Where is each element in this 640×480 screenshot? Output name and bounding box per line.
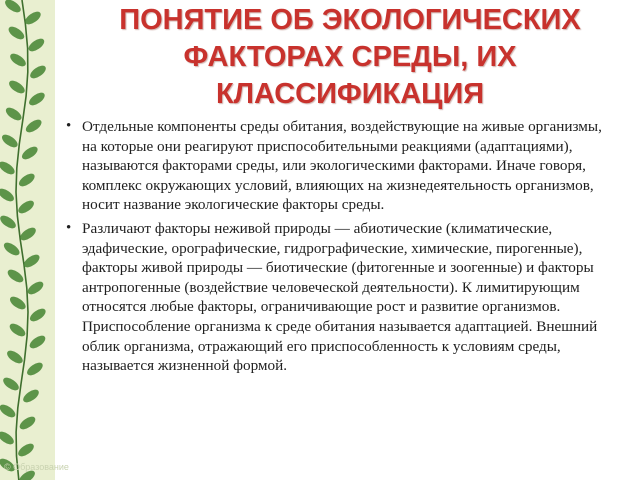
leaf-icon bbox=[21, 387, 41, 405]
leaf-icon bbox=[16, 198, 36, 216]
paragraph-text: Отдельные компоненты среды обитания, воздействующие на живые организмы, на которые они реагируют приспособительными реакциями (адаптациями), называются факторами среды, или экологическими факторами. Иначе говоря, комплекс окружающих условий, влияющих на жизнедеятельность организмов, носит название экологические факторы среды. bbox=[82, 118, 602, 214]
leaf-icon bbox=[17, 171, 37, 189]
slide-title-line-3: КЛАССИФИКАЦИЯ bbox=[215, 78, 485, 110]
leaf-icon bbox=[0, 429, 16, 447]
leaf-icon bbox=[0, 402, 17, 420]
leaf-icon bbox=[1, 375, 21, 393]
leaf-icon bbox=[28, 333, 48, 351]
leaf-icon bbox=[0, 132, 20, 150]
leaf-icon bbox=[0, 186, 16, 204]
leaf-icon bbox=[28, 63, 48, 81]
bullet-paragraph bbox=[64, 117, 614, 215]
bullet-icon: • bbox=[66, 118, 72, 134]
leafy-vine-icon bbox=[0, 0, 56, 480]
leaf-icon bbox=[24, 117, 44, 135]
leaf-icon bbox=[28, 306, 48, 324]
paragraph-text: Различают факторы неживой природы — абиотические (климатические, эдафические, орографические, гидрографические, химические, пирогенные), факторы живой природы — биотические (фитогенные и зоогенные) и факторы антропогенные (воздействие человеческой деятельности). К лимитирующим относятся любые факторы, ограничивающие рост и развитие организмов. Приспособление организма к среде обитания называется адаптацией. Внешний облик организма, отражающий его приспособленность к условиям среды, называется жизненной формой. bbox=[82, 219, 598, 375]
leaf-icon bbox=[26, 36, 46, 54]
leaf-icon bbox=[25, 360, 45, 378]
slide-title bbox=[70, 2, 630, 113]
leaf-icon bbox=[20, 144, 40, 162]
leaf-icon bbox=[2, 240, 22, 258]
leaf-icon bbox=[27, 90, 47, 108]
leaf-icon bbox=[6, 24, 26, 42]
leaf-icon bbox=[3, 0, 23, 15]
bullet-paragraph bbox=[64, 219, 614, 376]
leaf-icon bbox=[6, 267, 26, 285]
slide-title-line-2: ФАКТОРАХ СРЕДЫ, ИХ bbox=[183, 41, 517, 73]
bullet-icon: • bbox=[66, 219, 72, 236]
leaf-icon bbox=[4, 105, 24, 123]
leaf-icon bbox=[8, 51, 28, 69]
leaf-icon bbox=[0, 159, 17, 177]
leaf-icon bbox=[7, 78, 27, 96]
watermark: © Образование bbox=[4, 462, 69, 472]
leaf-icon bbox=[26, 279, 46, 297]
leaf-icon bbox=[8, 321, 28, 339]
leaf-icon bbox=[16, 441, 36, 459]
leaf-icon bbox=[0, 213, 18, 231]
leaf-icon bbox=[5, 348, 25, 366]
leaf-icon bbox=[8, 294, 28, 312]
slide-content bbox=[64, 117, 614, 380]
leaf-icon bbox=[18, 414, 38, 432]
slide-title-line-1: ПОНЯТИЕ ОБ ЭКОЛОГИЧЕСКИХ bbox=[119, 4, 581, 36]
